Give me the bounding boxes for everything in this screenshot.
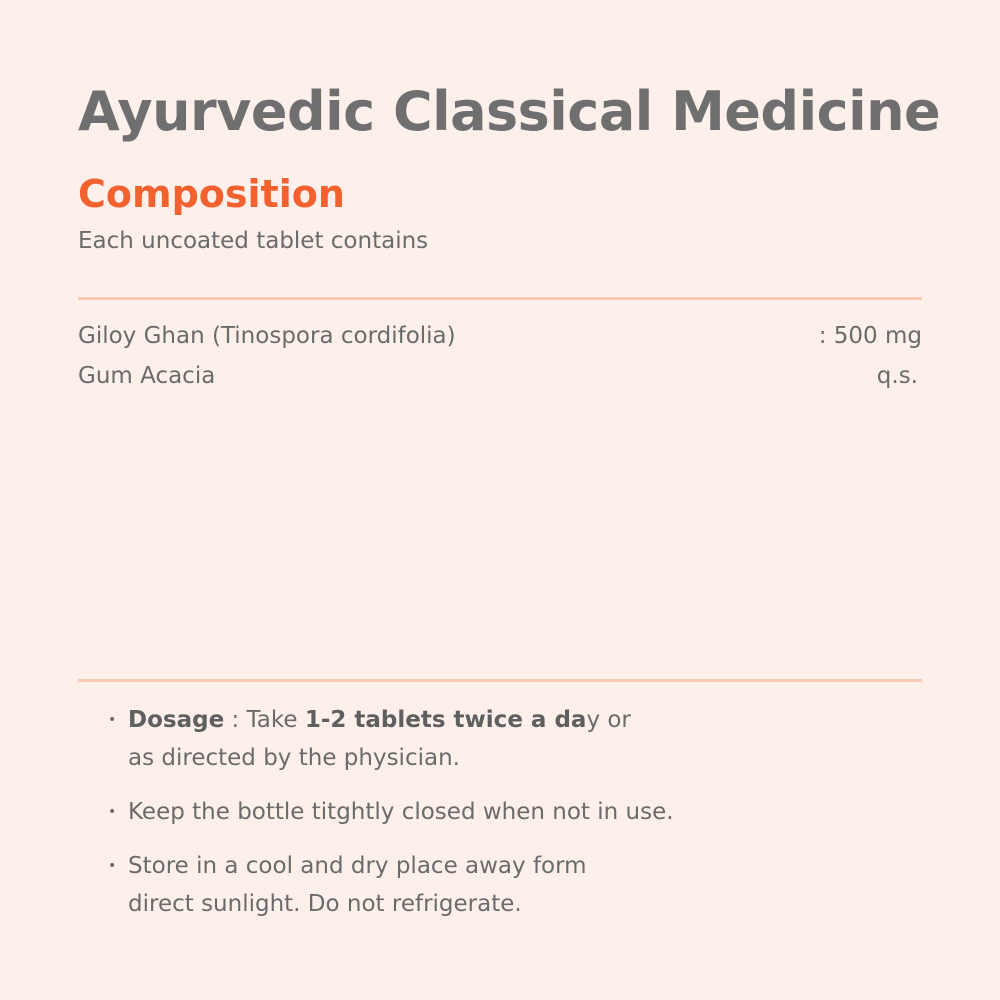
dosage-label: Dosage xyxy=(128,707,225,733)
ingredient-list xyxy=(78,316,922,396)
ingredient-name: Gum Acacia xyxy=(78,363,216,389)
ingredient-row xyxy=(78,356,922,396)
composition-subtitle: Each uncoated tablet contains xyxy=(78,228,429,254)
bottom-divider xyxy=(78,679,922,682)
usage-notes xyxy=(108,701,808,939)
top-divider xyxy=(78,297,922,300)
dosage-line-2: as directed by the physician. xyxy=(128,745,460,771)
dosage-note xyxy=(108,701,808,777)
storage-line-1: Store in a cool and dry place away form xyxy=(128,853,587,879)
bullet-icon: • xyxy=(108,804,117,820)
dosage-amount: 1-2 tablets twice a da xyxy=(304,707,587,733)
dosage-separator: : Take xyxy=(224,707,305,733)
bullet-icon: • xyxy=(108,858,117,874)
ingredient-name: Giloy Ghan (Tinospora cordifolia) xyxy=(78,323,456,349)
composition-heading: Composition xyxy=(78,172,345,216)
storage-line-2: direct sunlight. Do not refrigerate. xyxy=(128,891,522,917)
ingredient-quantity: q.s. xyxy=(876,363,918,389)
dosage-line-1 xyxy=(128,701,808,739)
storage-note xyxy=(108,847,808,923)
page-title: Ayurvedic Classical Medicine xyxy=(78,80,941,143)
ingredient-row xyxy=(78,316,922,356)
bullet-icon: • xyxy=(108,712,117,728)
closed-bottle-text: Keep the bottle titghtly closed when not in use. xyxy=(128,799,674,825)
ingredient-quantity: : 500 mg xyxy=(818,323,922,349)
dosage-tail: y or xyxy=(586,707,631,733)
closed-bottle-note xyxy=(108,793,808,831)
